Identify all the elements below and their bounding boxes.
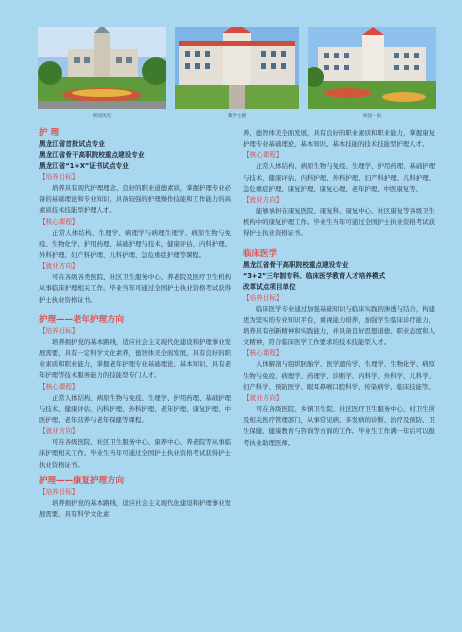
elderly-goal-tag: 【培养目标】 <box>39 326 79 335</box>
clinical-career-text: 可在各级医院、乡镇卫生院、社区医疗卫生服务中心、村卫生所及相关医疗管理部门，从事常见病、多发病的诊断、治疗及预防、卫生保健、健康教育与咨询等方面的工作。毕业生工作满一年后可以报考执业助理医师。 <box>243 405 435 447</box>
rehab-career-text: 能够承担在康复医院、康复科、康复中心、社区康复等各级卫生机构中的康复护理工作。毕业生当年可通过全国护士执业资格考试获得护士执业资格证书。 <box>243 207 435 238</box>
nursing-headline-2: 黑龙江省骨干高职院校重点建设专业 <box>39 151 145 159</box>
elderly-career-text: 可在各级医院、社区卫生服务中心、康养中心、养老院等从事临床护理相关工作。毕业生当年可通过全国护士执业资格考试获得护士执业资格证书。 <box>39 438 231 469</box>
clinical-course-text: 人体解剖与组织胚胎学、医学遗传学、生理学、生物化学、病原生物与免疫、病理学、药理学、诊断学、内科学、外科学、儿科学、妇产科学、预防医学、眼耳鼻喉口腔科学、传染病学、临床技能等。 <box>243 360 435 391</box>
clinical-headline-3: 改革试点项目单位 <box>243 282 296 291</box>
elderly-course-text: 正常人体结构、病原生物与免疫、生理学、护用药理、基础护理与技术、健康评估、内科护理、外科护理、老年护理、康复护理、中医护理、老年营养与老年保健等课程。 <box>39 393 231 425</box>
rehab-goal-tag: 【培养目标】 <box>39 487 79 496</box>
left-column <box>39 128 231 520</box>
clinical-goal-text: 临床医学专业通过加强基础知识与临床实践的渗透与结合，构建更为坚实的专业知识平台，重视能力培养，加强学生临床诊疗能力，培养具有创新精神和实践能力，并具备良好思想道德、职业态度和人文精神，符合临床医学工作要求的技术技能型人才。 <box>243 304 435 347</box>
nursing-headline-3: 黑龙江省“1+X”证书试点专业 <box>39 162 129 170</box>
nursing-headline-1: 黑龙江省首批试点专业 <box>39 140 105 148</box>
nursing-goal-text: 培养具有现代护理理念、良好的职业道德素质，掌握护理专业必备的基础理论和专业知识，具备较强的护理操作技能和工作能力的高素质技术技能型护理人才。 <box>39 184 231 215</box>
nursing-career-tag: 【就业方向】 <box>39 262 79 271</box>
elderly-course-tag: 【核心课程】 <box>39 382 79 391</box>
photo-strip <box>38 27 436 121</box>
photo-caption-1: 校园风光 <box>93 114 111 119</box>
clinical-headline-2: “3+2”三年制专科、临床医学教育人才培养模式 <box>243 271 386 280</box>
clinical-title: 临床医学 <box>243 248 278 259</box>
right-column <box>243 128 435 449</box>
nursing-course-tag: 【核心课程】 <box>39 217 79 226</box>
rehab-course-text: 正常人体结构、病原生物与免疫、生理学、护用药理、基础护理与技术、健康评估、内科护理、外科护理、妇产科护理、儿科护理、急危重症护理、康复护理、康复心理、老年护理、中医康复等。 <box>243 162 435 193</box>
elderly-career-tag: 【就业方向】 <box>39 427 79 436</box>
photo-caption-3: 校园一角 <box>363 114 381 119</box>
nursing-title: 护 理 <box>39 128 59 138</box>
elderly-title: 护理——老年护理方向 <box>39 314 125 325</box>
clinical-career-tag: 【就业方向】 <box>243 394 283 403</box>
clinical-course-tag: 【核心课程】 <box>243 349 283 358</box>
rehab-goal-text-continued: 养，德智体美全面发展，具有良好的职业素质和职业能力，掌握康复护理专业基础理论、基本知识、基本技能的技术技能型护理人才。 <box>243 129 435 149</box>
campus-corner-photo <box>308 27 436 109</box>
nursing-course-text: 正常人体结构、生理学、病理学与病理生理学、病原生物与免疫、生物化学、护用药理、基础护理与技术、健康评估、内科护理、外科护理、妇产科护理、儿科护理、急危重症护理等课程。 <box>39 228 231 260</box>
nursing-career-text: 可在各级各类医院、社区卫生服务中心、养老院及医疗卫生机构从事临床护理相关工作。毕业当年可通过全国护士执业资格考试获得护士执业资格证书。 <box>39 273 231 304</box>
main-building-photo <box>175 27 299 109</box>
rehab-course-tag: 【核心课程】 <box>243 151 283 160</box>
campus-scenery-photo <box>38 27 166 109</box>
rehab-career-tag: 【就业方向】 <box>243 196 283 205</box>
clinical-headline-1: 黑龙江省骨干高职院校重点建设专业 <box>243 260 349 269</box>
elderly-goal-text: 培养拥护党的基本路线，适应社会主义现代化建设和护理事业发展需要，具有一定科学文化素养，德智体美全面发展，具有良好的职业素质和职业能力，掌握老年护理专业基础理论、基本知识、具有老年护理等技术服务能力的技能型专门人才。 <box>39 337 231 380</box>
photo-caption-2: 教学主楼 <box>228 114 246 119</box>
rehab-title: 护理——康复护理方向 <box>39 475 125 486</box>
clinical-goal-tag: 【培养目标】 <box>243 293 283 302</box>
rehab-goal-text: 培养拥护党的基本路线，适应社会主义现代化建设和护理事业发展需要，具有科学文化素 <box>39 498 231 519</box>
nursing-goal-tag: 【培养目标】 <box>39 173 79 181</box>
